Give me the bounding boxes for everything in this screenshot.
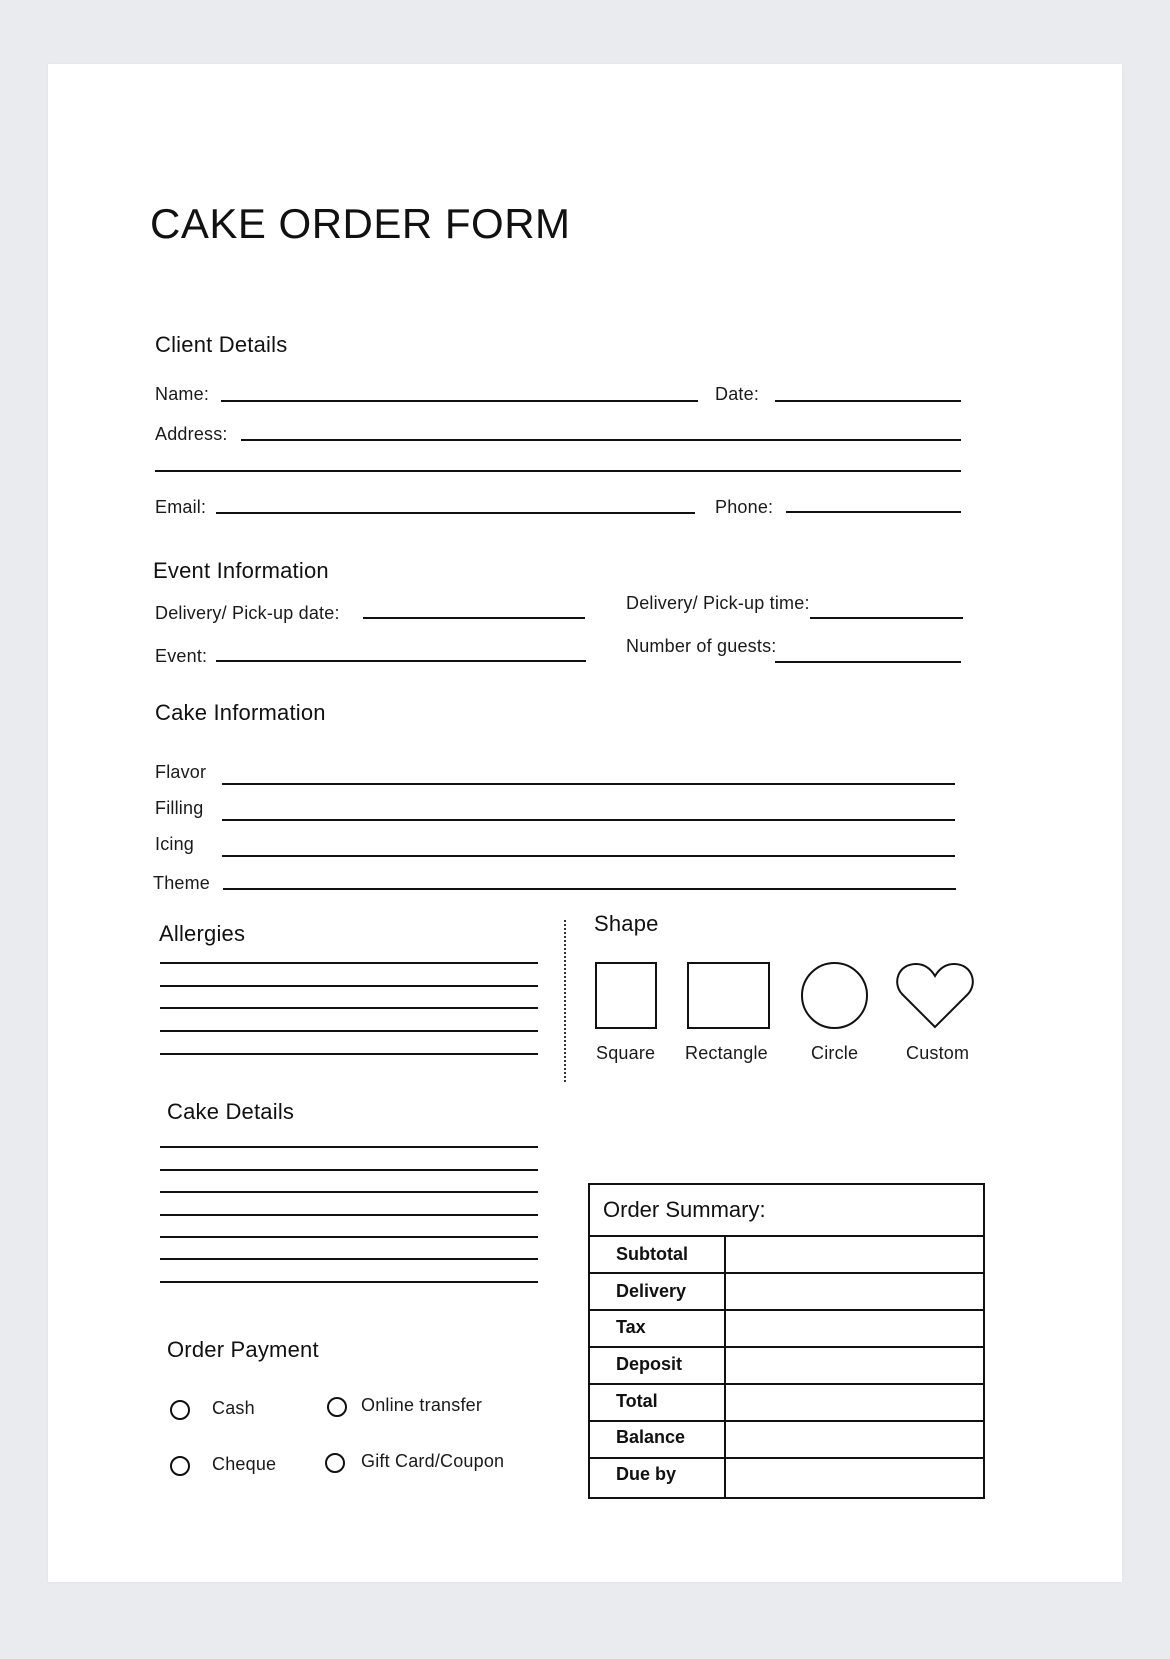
filling-label: Filling — [155, 798, 204, 818]
gift-card-radio[interactable] — [325, 1453, 345, 1473]
delivery-label: Delivery — [616, 1281, 687, 1301]
guests-label: Number of guests: — [626, 636, 777, 656]
delivery-time-label: Delivery/ Pick-up time: — [626, 593, 810, 613]
deposit-label: Deposit — [616, 1354, 683, 1374]
theme-field[interactable] — [223, 888, 956, 890]
cheque-radio[interactable] — [170, 1456, 190, 1476]
allergies-line-5[interactable] — [160, 1053, 538, 1055]
shape-heading: Shape — [594, 911, 659, 936]
date-label: Date: — [715, 384, 760, 404]
flavor-field[interactable] — [222, 783, 955, 785]
email-label: Email: — [155, 497, 207, 517]
cake-details-line-1[interactable] — [160, 1146, 538, 1148]
delivery-date-label: Delivery/ Pick-up date: — [155, 603, 340, 623]
total-value-cell[interactable] — [726, 1385, 983, 1420]
rectangle-shape-icon[interactable] — [687, 962, 770, 1029]
name-field[interactable] — [221, 400, 698, 402]
cake-info-heading: Cake Information — [155, 700, 326, 725]
client-details-heading: Client Details — [155, 332, 288, 357]
address-field-line-2[interactable] — [155, 470, 961, 472]
due-by-label: Due by — [616, 1464, 677, 1484]
cake-details-line-2[interactable] — [160, 1169, 538, 1171]
delivery-date-field[interactable] — [363, 617, 585, 619]
cake-details-line-7[interactable] — [160, 1281, 538, 1283]
filling-field[interactable] — [222, 819, 955, 821]
order-payment-heading: Order Payment — [167, 1337, 319, 1362]
cake-details-line-3[interactable] — [160, 1191, 538, 1193]
delivery-time-field[interactable] — [810, 617, 963, 619]
theme-label: Theme — [153, 873, 211, 893]
total-label: Total — [616, 1391, 658, 1411]
cake-details-line-6[interactable] — [160, 1258, 538, 1260]
allergies-line-3[interactable] — [160, 1007, 538, 1009]
square-shape-icon[interactable] — [595, 962, 657, 1029]
phone-field[interactable] — [786, 511, 961, 513]
cash-radio[interactable] — [170, 1400, 190, 1420]
event-info-heading: Event Information — [153, 558, 329, 583]
gift-card-label: Gift Card/Coupon — [361, 1451, 505, 1471]
event-label: Event: — [155, 646, 208, 666]
allergies-heading: Allergies — [159, 921, 246, 946]
cheque-label: Cheque — [212, 1454, 277, 1474]
section-divider — [564, 920, 566, 1082]
heart-shape-icon[interactable] — [896, 961, 974, 1031]
page-title: CAKE ORDER FORM — [150, 200, 571, 247]
icing-label: Icing — [155, 834, 195, 854]
circle-label: Circle — [811, 1043, 859, 1063]
subtotal-label: Subtotal — [616, 1244, 688, 1264]
deposit-value-cell[interactable] — [726, 1348, 983, 1383]
name-label: Name: — [155, 384, 210, 404]
balance-label: Balance — [616, 1427, 686, 1447]
balance-value-cell[interactable] — [726, 1422, 983, 1457]
cake-details-line-4[interactable] — [160, 1214, 538, 1216]
allergies-line-1[interactable] — [160, 962, 538, 964]
flavor-label: Flavor — [155, 762, 207, 782]
cake-details-heading: Cake Details — [167, 1099, 295, 1124]
square-label: Square — [596, 1043, 656, 1063]
form-page — [48, 64, 1122, 1582]
cake-details-line-5[interactable] — [160, 1236, 538, 1238]
phone-label: Phone: — [715, 497, 774, 517]
circle-shape-icon[interactable] — [801, 962, 868, 1029]
subtotal-value-cell[interactable] — [726, 1237, 983, 1272]
rectangle-label: Rectangle — [685, 1043, 768, 1063]
allergies-line-4[interactable] — [160, 1030, 538, 1032]
event-field[interactable] — [216, 660, 586, 662]
icing-field[interactable] — [222, 855, 955, 857]
address-label: Address: — [155, 424, 228, 444]
delivery-value-cell[interactable] — [726, 1274, 983, 1309]
cash-label: Cash — [212, 1398, 255, 1418]
online-transfer-label: Online transfer — [361, 1395, 483, 1415]
guests-field[interactable] — [775, 661, 961, 663]
due-by-value-cell[interactable] — [726, 1459, 983, 1497]
date-field[interactable] — [775, 400, 961, 402]
tax-label: Tax — [616, 1317, 646, 1337]
tax-value-cell[interactable] — [726, 1311, 983, 1346]
address-field[interactable] — [241, 439, 961, 441]
order-summary-heading: Order Summary: — [603, 1197, 766, 1222]
online-transfer-radio[interactable] — [327, 1397, 347, 1417]
custom-label: Custom — [906, 1043, 970, 1063]
email-field[interactable] — [216, 512, 695, 514]
allergies-line-2[interactable] — [160, 985, 538, 987]
